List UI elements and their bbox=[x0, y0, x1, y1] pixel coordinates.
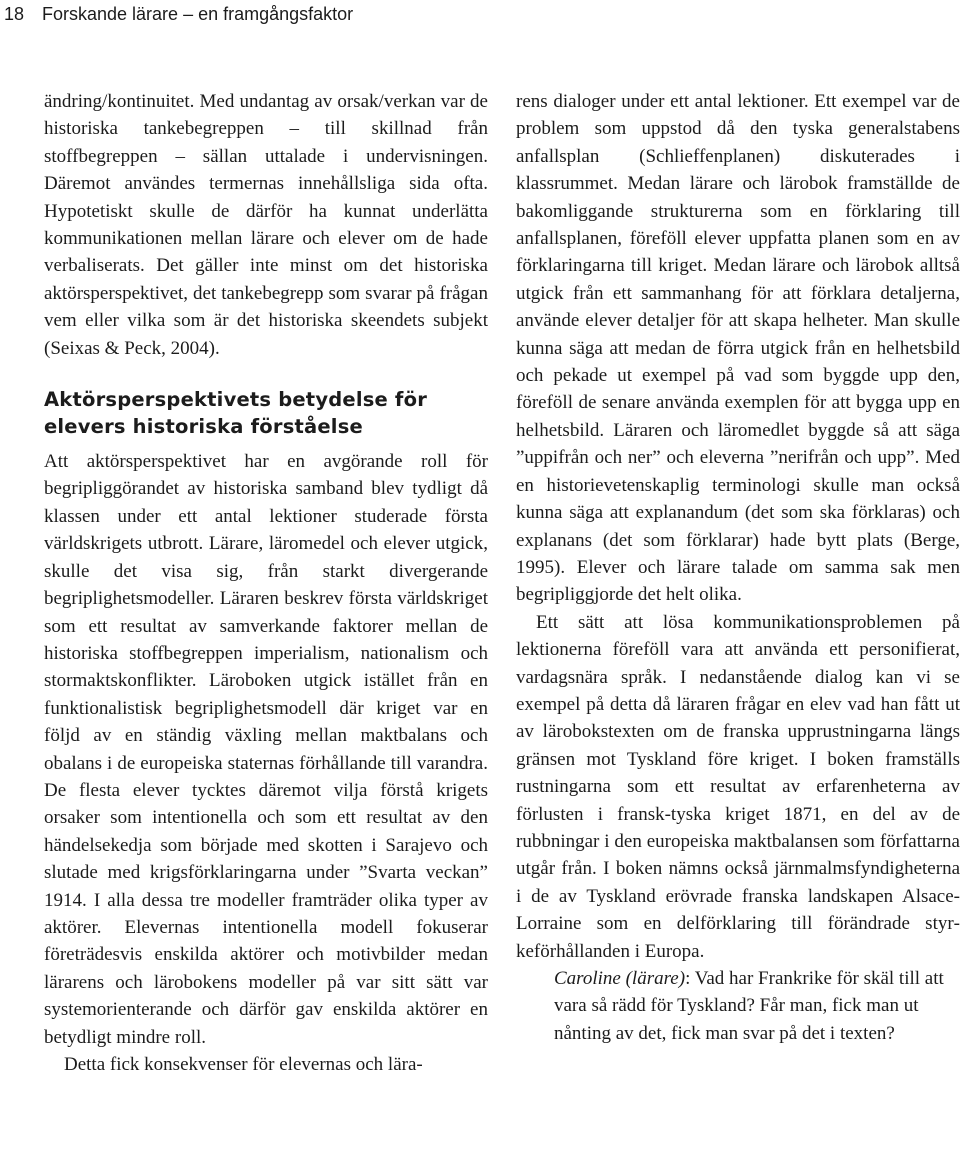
dialogue-speaker: Caroline (lärare) bbox=[554, 968, 686, 989]
dialogue-line bbox=[516, 965, 960, 1047]
paragraph: Ett sätt att lösa kommunikationsproblemen på lektionerna föreföll vara att använda ett personifierat, vardagsnära språk. I nedanstående dialog kan vi se exempel på detta då läraren frågar en elev vad han fått ut av lärobokstexten om de franska upprustningarna längs gränsen mot Tyskland före kriget. I boken framställs rustningarna som ett resultat av erfarenheterna av förlusten i fransk-tyska kriget 1871, en del av de rubbningar i den europeiska maktbalansen som författarna utgår från. I boken nämns också järnmalmsfyndigheterna i de av Tyskland erövrade franska landskapen Alsace-Lorraine som en delförklaring till förändrade styrkeförhållanden i Europa. bbox=[516, 611, 960, 962]
paragraph: Detta fick konsekvenser för elevernas och lära- bbox=[64, 1054, 423, 1075]
paragraph: ändring/kontinuitet. Med undantag av orsak/verkan var de historiska tankebegreppen – till skillnad från stoffbegreppen – sällan uttalade i undervisningen. Däremot användes termernas innehållsliga sida ofta. Hypotetiskt skulle de därför ha kunnat underlätta kommunikationen mellan lärare och elever om de hade verbaliserats. Det gäller inte minst om det historiska aktörsperspektivet, det tankebegrepp som svarar på frågan vem eller vilka som är det historiska skeendets subjekt (Seixas & Peck, 2004). bbox=[44, 91, 488, 359]
paragraph: Att aktörsperspektivet har en avgörande roll för begripliggörandet av historiska samband blev tydligt då klassen under ett antal lektioner studerade första världskrigets utbrott. Lärare, läromedel och elever utgick, skulle det visa sig, från starkt divergerande begriplighetsmodeller. Läraren beskrev första världskriget som ett resultat av samverkande faktorer mellan de historiska stoffbegreppen imperialism, nationalism och stormaktskonflikter. Läroboken utgick istället från en funktionalistisk begriplighetsmodell där kriget var en följd av en ständig växling mellan maktbalans och obalans i de europeiska staternas förhållande till varandra. De flesta elever tycktes däremot vilja förstå krigets orsaker som intentionella och som ett resultat av den händelsekedja som började med skotten i Sarajevo och slutade med krigsförklaringarna under ”Svarta veckan” 1914. I alla dessa tre modeller framträder olika typer av aktörer. Elevernas intentionella modell fokuserar företrädesvis enskilda aktörer och motivbilder medan lärarens och lärobokens modeller på var sitt sätt var systemorienterande och därför gav enskilda aktörer en betydligt mindre roll. bbox=[44, 451, 488, 1048]
left-column bbox=[44, 88, 488, 1078]
running-title: Forskande lärare – en framgångsfaktor bbox=[42, 4, 354, 24]
dialogue-text: : Vad har Frankrike för skäl till att vara så rädd för Tyskland? Får man, fick man ut nånting av det, fick man svar på det i texten? bbox=[554, 968, 944, 1044]
page-header bbox=[0, 0, 960, 32]
page-number: 18 bbox=[4, 4, 25, 24]
paragraph: rens dialoger under ett antal lektioner. Ett exempel var de problem som uppstod då den tyska generalstabens anfallsplan (Schlieffenplanen) diskuterades i klassrummet. Medan lärare och lärobok framställde de bakomliggande strukturerna som en förklaring till anfallsplanen, föreföll elever uppfatta planen som en av förklaringarna till kriget. Medan lärare och lärobok alltså utgick från ett sammanhang för att förklara detaljerna, använde elever detaljer för att skapa helheter. Man skulle kunna säga att medan de förra utgick från en helhetsbild och pekade ut exempel på vad som byggde upp den, föreföll de senare använda exemplen för att bygga upp en helhetsbild. Läraren och läromedlet byggde så att säga ”uppifrån och ner” och eleverna ”nerifrån och upp”. Med en historievetenskaplig terminologi skulle man också kunna säga att explanandum (det som ska förklaras) och explanans (det som förklarar) hade bytt plats (Berge, 1995). Elever och lärare talade om samma sak men begripliggjorde det helt olika. bbox=[516, 91, 960, 606]
right-column bbox=[516, 88, 960, 1047]
section-heading: Aktörsperspektivets betydelse för elevers historiska förståelse bbox=[44, 388, 428, 439]
